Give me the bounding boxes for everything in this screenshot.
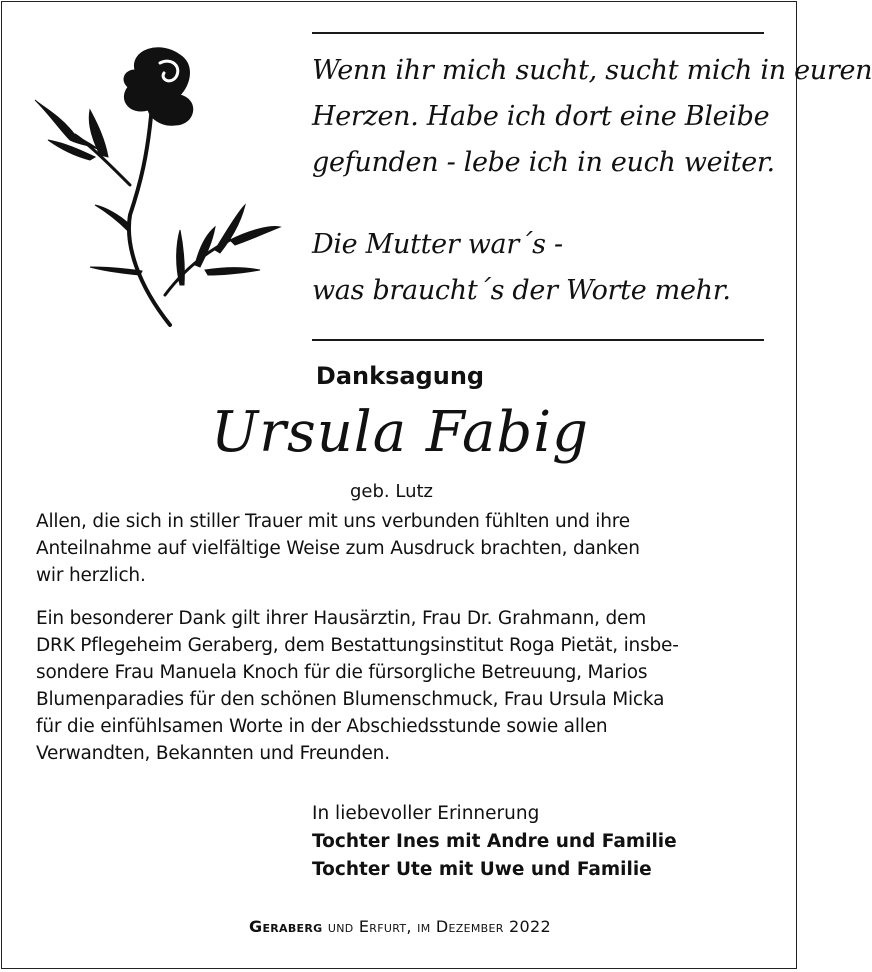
birth-name: geb. Lutz [350, 481, 433, 502]
bottom-divider [312, 339, 764, 341]
paragraph-line: sondere Frau Manuela Knoch für die fürsorgliche Betreuung, Marios [36, 662, 648, 683]
paragraph-line: DRK Pflegeheim Geraberg, dem Bestattungsinstitut Roga Pietät, insbe- [36, 635, 679, 656]
closing-block [312, 800, 677, 884]
poem-line: was braucht´s der Worte mehr. [312, 275, 731, 306]
notice-heading: Danksagung [315, 362, 485, 390]
signer: Tochter Ines mit Andre und Familie [312, 831, 677, 852]
poem-line: Wenn ihr mich sucht, sucht mich in euren [312, 55, 872, 86]
poem-line: Die Mutter war´s - [312, 229, 563, 260]
place-date-footer [0, 913, 800, 941]
poem-line: gefunden - lebe ich in euch weiter. [312, 147, 775, 178]
thanks-paragraph-2 [36, 605, 766, 767]
paragraph-line: Anteilnahme auf vielfältige Weise zum Ausdruck brachten, danken [36, 538, 640, 559]
top-divider [312, 32, 764, 34]
deceased-name: Ursula Fabig [211, 400, 589, 465]
paragraph-line: wir herzlich. [36, 565, 146, 586]
footer-place: Geraberg [249, 917, 323, 936]
paragraph-line: Ein besonderer Dank gilt ihrer Hausärztin, Frau Dr. Grahmann, dem [36, 608, 647, 629]
paragraph-line: Blumenparadies für den schönen Blumenschmuck, Frau Ursula Micka [36, 689, 665, 710]
footer-rest: und Erfurt, im Dezember 2022 [322, 917, 551, 936]
poem-line: Herzen. Habe ich dort eine Bleibe [312, 101, 770, 132]
thanks-paragraph-1 [36, 508, 766, 589]
closing-intro: In liebevoller Erinnerung [312, 803, 540, 824]
paragraph-line: Verwandten, Bekannten und Freunden. [36, 743, 390, 764]
poem [312, 48, 872, 314]
paragraph-line: für die einfühlsamen Worte in der Abschiedsstunde sowie allen [36, 716, 608, 737]
paragraph-line: Allen, die sich in stiller Trauer mit uns verbunden fühlten und ihre [36, 511, 630, 532]
rose-flower-icon [30, 45, 290, 330]
signer: Tochter Ute mit Uwe und Familie [312, 859, 652, 880]
